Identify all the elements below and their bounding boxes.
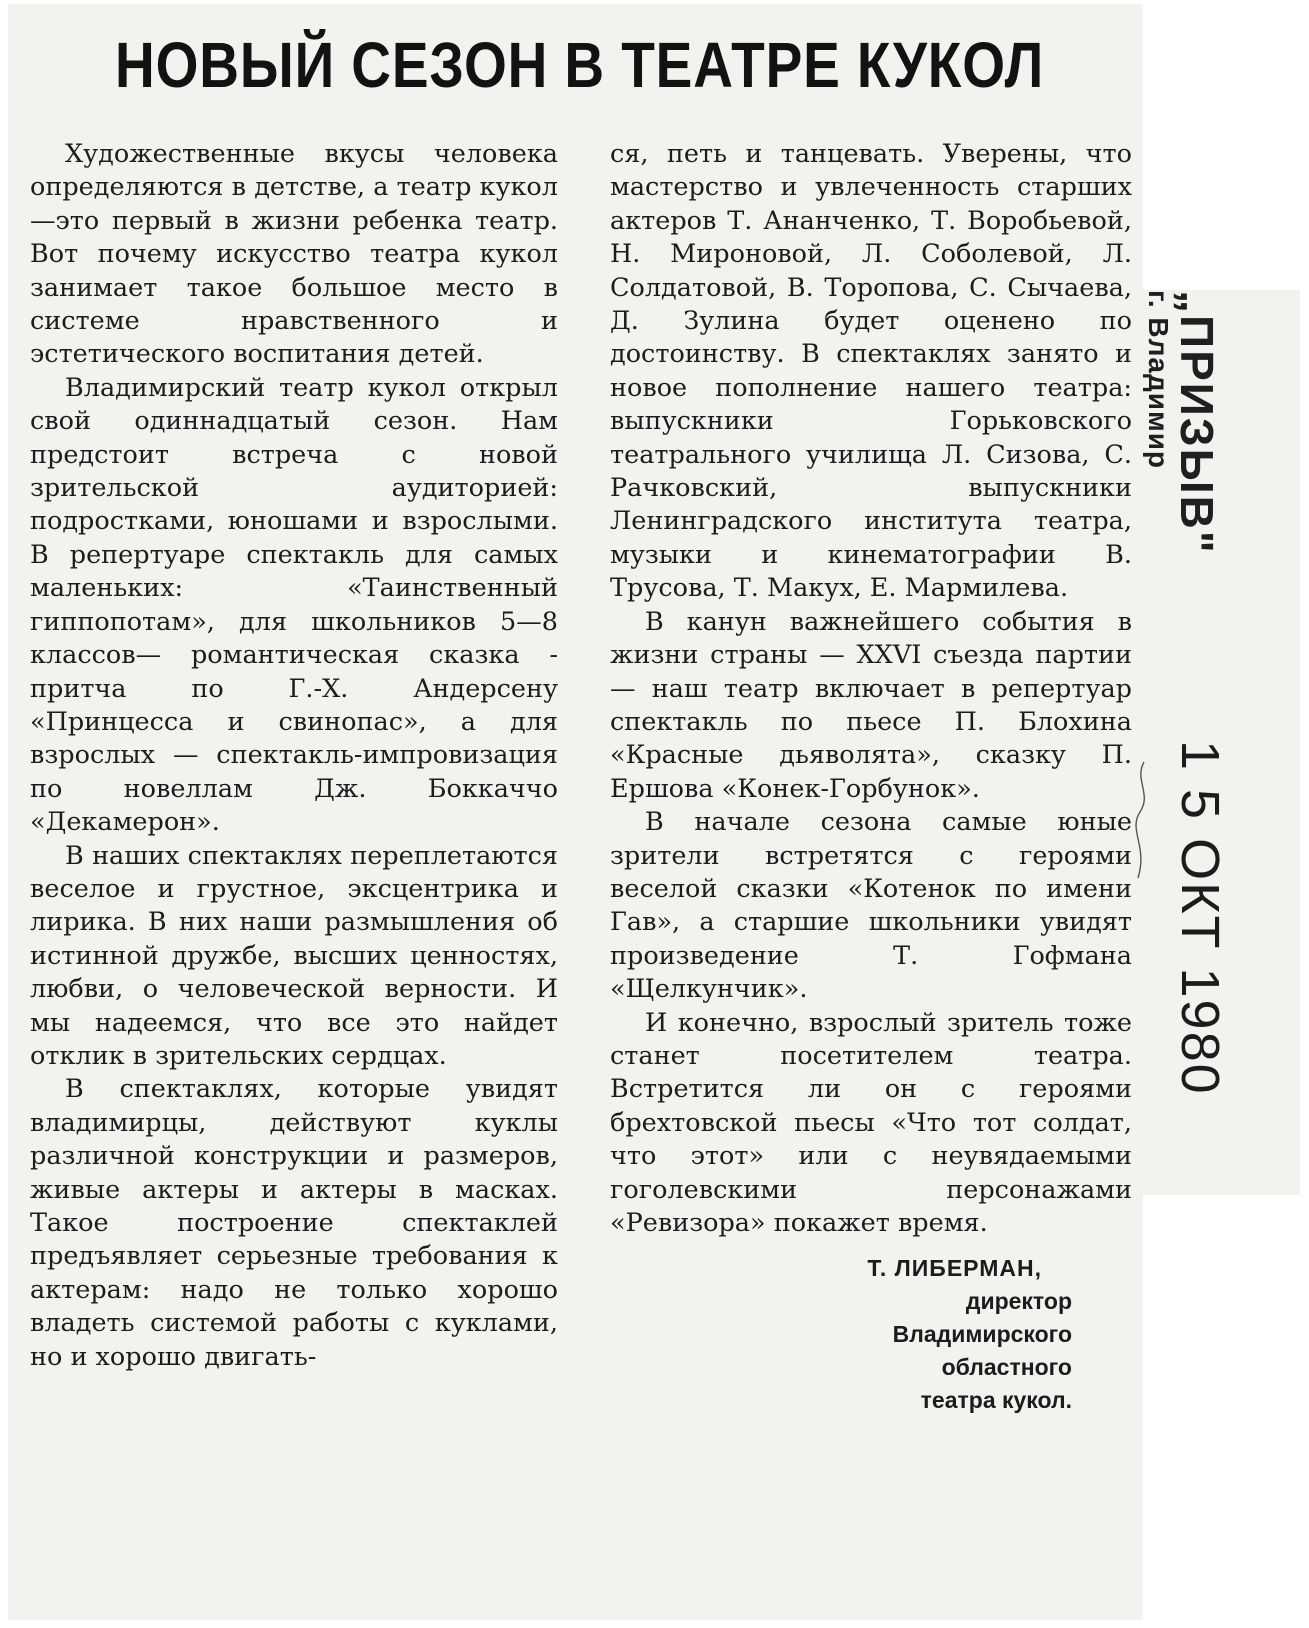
- paragraph-season: Владимирский театр кукол открыл свой одиннадцатый сезон. Нам предстоит встреча с новой зрительской аудиторией: подростками, юношами и взрослыми. В репертуаре спектакль для самых маленьких: «Таинственный гиппопотам», для школьников 5—8 классов— романтическая сказка - притча по Г.-Х. Андерсену «Принцесса и свинопас», а для взрослых — спектакль-импровизация по новеллам Дж. Боккаччо «Декамерон».: [30, 372, 558, 838]
- pencil-mark: [1130, 760, 1154, 880]
- stamp-newspaper-name: „ПРИЗЫВ": [1171, 290, 1223, 555]
- article-right-column: [610, 138, 1132, 1417]
- article-headline: НОВЫЙ СЕЗОН В ТЕАТРЕ КУКОЛ: [115, 29, 1045, 101]
- author-signature: [610, 1252, 1132, 1417]
- paragraph-actors-continued: ся, петь и танцевать. Уверены, что мастерство и увлеченность старших актеров Т. Ананченко, Т. Воробьевой, Н. Мироновой, Л. Соболевой, Л. Солдатовой, В. Торопова, С. Сычаева, Д. Зулина будет оценено по достоинству. В спектаклях занято и новое пополнение нашего театра: выпускники Горьковского театрального училища Л. Сизова, С. Рачковский, выпускники Ленинградского института театра, музыки и кинематографии В. Трусова, Т. Макух, Е. Мармилева.: [610, 139, 1132, 604]
- author-name: Т. ЛИБЕРМАН,: [867, 1255, 1042, 1282]
- newspaper-source-stamp: [1140, 290, 1223, 630]
- paragraph-actors: В спектаклях, которые увидят владимирцы, действуют куклы различной конструкции и размеров, живые актеры и актеры в масках. Такое построение спектаклей предъявляет серьезные требования к актерам: надо не только хорошо владеть системой работы с куклами, но и хорошо двигать-: [30, 1074, 558, 1372]
- author-title-line: директор: [965, 1288, 1072, 1315]
- article-left-column: [30, 138, 558, 1374]
- paragraph-adult-viewers: И конечно, взрослый зритель тоже станет посетителем театра. Встретится ли он с героями брехтовской пьесы «Что тот солдат, что этот» или с неувядаемыми гоголевскими персонажами «Ревизора» покажет время.: [610, 1007, 1132, 1238]
- paragraph-congress: В канун важнейшего события в жизни страны — XXVI съезда партии — наш театр включает в репертуар спектакль по пьесе П. Блохина «Красные дьяволята», сказку П. Ершова «Конек-Горбунок».: [610, 606, 1132, 804]
- date-stamp: [1170, 740, 1230, 1120]
- author-title-line: областного: [941, 1354, 1072, 1381]
- paragraph-young-viewers: В начале сезона самые юные зрители встретятся с героями веселой сказки «Котенок по имени Гав», а старшие школьники увидят произведение Т. Гофмана «Щелкунчик».: [610, 807, 1132, 1005]
- author-title-line: театра кукол.: [920, 1387, 1072, 1414]
- author-title-line: Владимирского: [892, 1321, 1072, 1348]
- paragraph-themes: В наших спектаклях переплетаются веселое и грустное, эксцентрика и лирика. В них наши размышления об истинной дружбе, высших ценностях, любви, о человеческой верности. И мы надеемся, что все это найдет отклик в зрительских сердцах.: [30, 840, 558, 1071]
- stamp-date: 1 5 ОКТ 1980: [1170, 740, 1230, 1096]
- stamp-city: г. Владимир: [1143, 290, 1174, 470]
- paragraph-intro: Художественные вкусы человека определяются в детстве, а театр кукол—это первый в жизни ребенка театр. Вот почему искусство театра кукол занимает такое большое место в системе нравственного и эстетического воспитания детей.: [30, 139, 558, 370]
